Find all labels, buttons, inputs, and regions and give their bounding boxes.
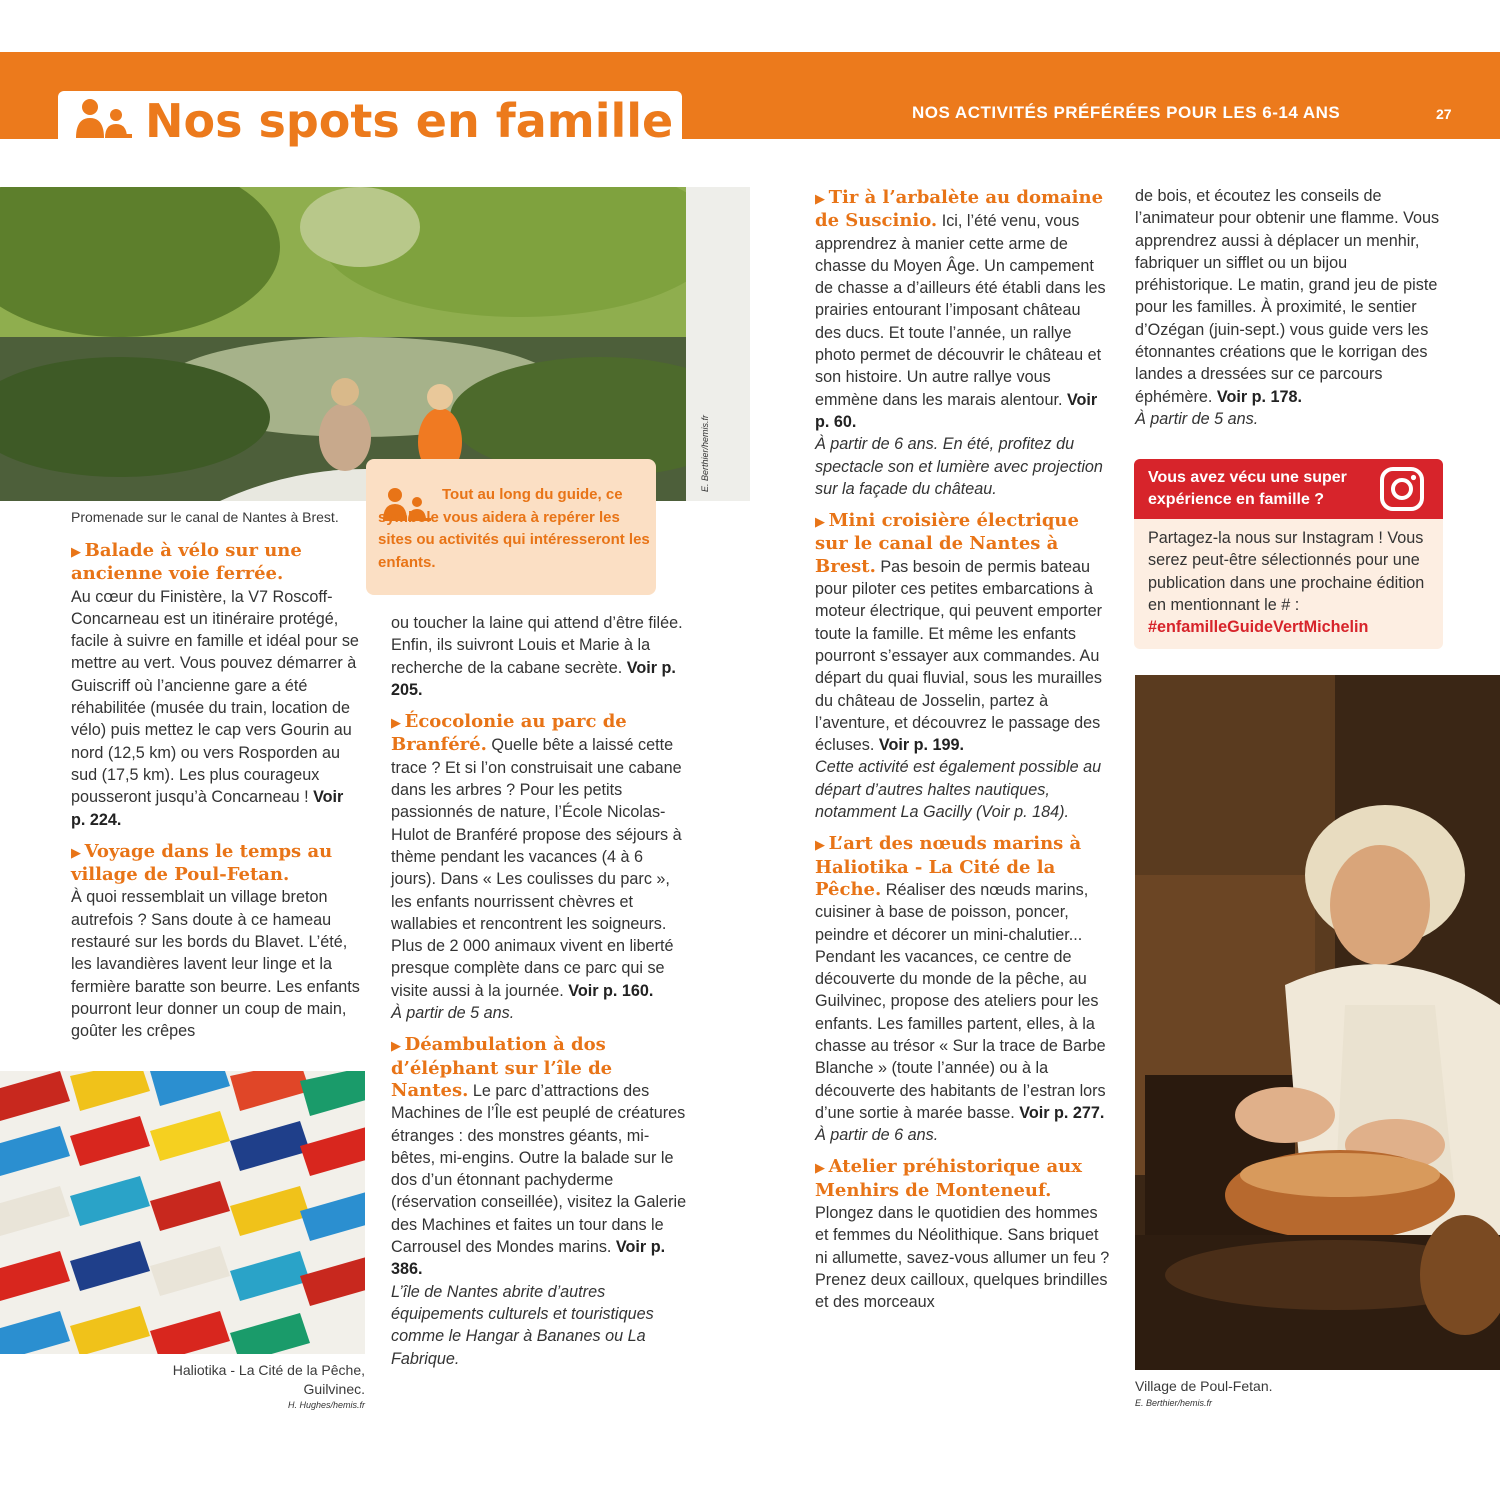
village-photo <box>1135 675 1500 1370</box>
article-title: Écocolonie au parc de Branféré. <box>391 711 627 756</box>
article-noeuds <box>815 833 1111 1124</box>
article-title: Atelier préhistorique aux Menhirs de Monteneuf. <box>815 1156 1082 1201</box>
article-voyage-continued <box>391 612 687 701</box>
arrow-right-icon: ▶ <box>71 544 85 559</box>
page-reference: Voir p. 205. <box>391 658 676 699</box>
column-1 <box>71 540 361 1043</box>
column-3 <box>815 187 1111 1314</box>
photo-credit: E. Berthier/hemis.fr <box>700 414 710 492</box>
article-body: Le parc d’attractions des Machines de l’Île est peuplé de créatures étranges : des monstres géants, mi-bêtes, mi-engins. Outre la balade sur le dos d’un étonnant pachyderme (réservation conseillée), visitez la Galerie des Machines et faites un tour dans le Carrousel des Mondes marins. <box>391 1081 687 1257</box>
family-icon <box>76 98 136 140</box>
article-body: Quelle bête a laissé cette trace ? Et si l’on construisait une cabane dans les arbres ? Pour les petits passionnés de nature, l’École Nicolas-Hulot de Branféré propose des séjours à thème pendant les vacances (4 à 6 jours). Dans « Les coulisses du parc », les enfants nourrissent chèvres et wallabies et rencontrent les soigneurs. Plus de 2 000 animaux vivent en liberté presque complète dans ce parc qui se visite aussi à la journée. <box>391 736 682 1000</box>
page-reference: Voir p. 60. <box>815 390 1098 431</box>
section-subtitle: NOS ACTIVITÉS PRÉFÉRÉES POUR LES 6-14 ANS <box>912 103 1341 122</box>
article-note: À partir de 6 ans. En été, profitez du spectacle son et lumière avec projection sur la façade du château. <box>815 435 1103 498</box>
page-reference: Voir p. 224. <box>71 788 344 829</box>
photo-credit: H. Hughes/hemis.fr <box>287 1400 365 1410</box>
article-croisiere <box>815 510 1111 756</box>
article-note: Cette activité est également possible au départ d’autres haltes nautiques, notamment La Gacilly (Voir p. 184). <box>815 758 1102 822</box>
article-title: Déambulation à dos d’éléphant sur l’île de Nantes. <box>391 1034 613 1101</box>
article-body: de bois, et écoutez les conseils de l’animateur pour obtenir une flamme. Vous apprendrez aussi à déplacer un menhir, fabriquer un sifflet ou un bijou préhistorique. Le matin, grand jeu de piste pour les familles. À proximité, le sentier d’Ozégan (juin-sept.) vous guide vers les étonnantes créations que le korrigan des landes a dressées sur ce parcours éphémère. <box>1135 187 1440 406</box>
photo-credit: E. Berthier/hemis.fr <box>1135 1398 1213 1408</box>
page-reference: Voir p. 386. <box>391 1238 666 1279</box>
article-note: L’île de Nantes abrite d’autres équipements culturels et touristiques comme le Hangar à Bananes ou La Fabrique. <box>391 1282 654 1368</box>
arrow-right-icon: ▶ <box>815 514 829 530</box>
photo-caption <box>150 1361 365 1399</box>
caption-line: Haliotika - La Cité de la Pêche, <box>172 1362 365 1378</box>
column-2 <box>391 612 687 1370</box>
article-title: Tir à l’arbalète au domaine de Suscinio. <box>815 187 1104 232</box>
page-title: Nos spots en famille <box>145 94 674 148</box>
article-body: Pas besoin de permis bateau pour piloter ces petites embarcations à moteur électrique, qui peuvent emporter toute la famille. Et même les enfants pourront s’essayer aux commandes. Au départ du quai fluvial, sous les murailles du château de Josselin, partez à l’aventure, et découvrez le passage des écluses. <box>815 557 1103 755</box>
instagram-icon <box>1378 465 1426 513</box>
article-body: Plongez dans le quotidien des hommes et femmes du Néolithique. Sans briquet ni allumette, savez-vous allumer un feu ? Prenez deux cailloux, quelques brindilles et des morceaux <box>815 1204 1110 1312</box>
article-title: Mini croisière électrique sur le canal de Nantes à Brest. <box>815 510 1079 577</box>
instagram-body <box>1148 527 1438 638</box>
article-arbalete <box>815 187 1111 433</box>
boats-photo <box>0 1071 365 1354</box>
article-title: Balade à vélo sur une ancienne voie ferrée. <box>71 540 302 585</box>
article-note: À partir de 5 ans. <box>391 1004 515 1023</box>
family-note-text: Tout au long du guide, ce symbole vous aidera à repérer les sites ou activités qui intéresseront les enfants. <box>378 486 650 571</box>
page-reference: Voir p. 277. <box>1019 1103 1105 1122</box>
arrow-right-icon: ▶ <box>815 191 829 206</box>
article-title: Voyage dans le temps au village de Poul-Fetan. <box>71 840 333 886</box>
photo-caption: Promenade sur le canal de Nantes à Brest. <box>71 509 339 525</box>
article-atelier <box>815 1156 1111 1313</box>
article-body: Au cœur du Finistère, la V7 Roscoff-Concarneau est un itinéraire protégé, facile à suivre en famille et idéal pour se mettre au vert. Vous pouvez démarrer à Guiscriff où l’ancienne gare a été réhabilitée (musée du train, location de vélo) puis mettez le cap vers Gourin au nord (12,5 km) ou vers Rosporden au sud (17,5 km). Les plus courageux pousseront jusqu’à Concarneau ! <box>71 587 359 807</box>
page-reference: Voir p. 199. <box>878 736 965 755</box>
article-atelier-continued <box>1135 185 1440 408</box>
article-voyage <box>71 841 361 1043</box>
article-body: ou toucher la laine qui attend d’être filée. Enfin, ils suivront Louis et Marie à la recherche de la cabane secrète. <box>391 614 683 677</box>
page-reference: Voir p. 178. <box>1216 387 1303 406</box>
instagram-hashtag: #enfamilleGuideVertMichelin <box>1148 618 1369 637</box>
article-body: Ici, l’été venu, vous apprendrez à manier cette arme de chasse du Moyen Âge. Un campement de chasse a d’ailleurs été établi dans les prairies entourant l’imposant château des ducs. Et toute l’année, un rallye photo permet de découvrir le château et son histoire. Un autre rallye vous emmène dans les marais alentour. <box>815 212 1106 409</box>
caption-line: Guilvinec. <box>303 1381 365 1397</box>
page-number: 27 <box>1436 106 1452 122</box>
column-4 <box>1135 185 1440 430</box>
article-body: Réaliser des nœuds marins, cuisiner à base de poisson, poncer, peindre et décorer un mini-chalutier... Pendant les vacances, ce centre de découverte du monde de la pêche, au Guilvinec, propose des ateliers pour les enfants. Les familles partent, elles, à la chasse au trésor « Sur la trace de Barbe Blanche » (toute l’année) ou à la découverte des habitants de l’estran lors d’une sortie à marée basse. <box>815 880 1106 1122</box>
article-note: À partir de 6 ans. <box>815 1126 939 1145</box>
photo-caption: Village de Poul-Fetan. <box>1135 1378 1273 1394</box>
instagram-text: Partagez-la nous sur Instagram ! Vous serez peut-être sélectionnés pour une publication dans une prochaine édition en mentionnant le # : <box>1148 529 1425 614</box>
article-title: L’art des nœuds marins à Haliotika - La Cité de la Pêche. <box>815 833 1082 900</box>
arrow-right-icon: ▶ <box>391 715 405 731</box>
article-velo <box>71 540 361 831</box>
canal-photo <box>0 187 750 501</box>
article-ecocolonie <box>391 711 687 1002</box>
arrow-right-icon: ▶ <box>815 837 829 853</box>
arrow-right-icon: ▶ <box>815 1160 829 1176</box>
arrow-right-icon: ▶ <box>71 844 85 860</box>
page-reference: Voir p. 160. <box>568 981 654 1000</box>
arrow-right-icon: ▶ <box>391 1038 405 1054</box>
article-elephant <box>391 1034 687 1280</box>
instagram-title: Vous avez vécu une super expérience en famille ? <box>1148 469 1347 508</box>
article-note: À partir de 5 ans. <box>1135 409 1259 428</box>
article-body: À quoi ressemblait un village breton autrefois ? Sans doute à ce hameau restauré sur les bords du Blavet. L’été, les lavandières lavent leur linge et la fermière baratte son beurre. Les enfants pourront leur donner un coup de main, goûter les crêpes <box>71 888 360 1041</box>
